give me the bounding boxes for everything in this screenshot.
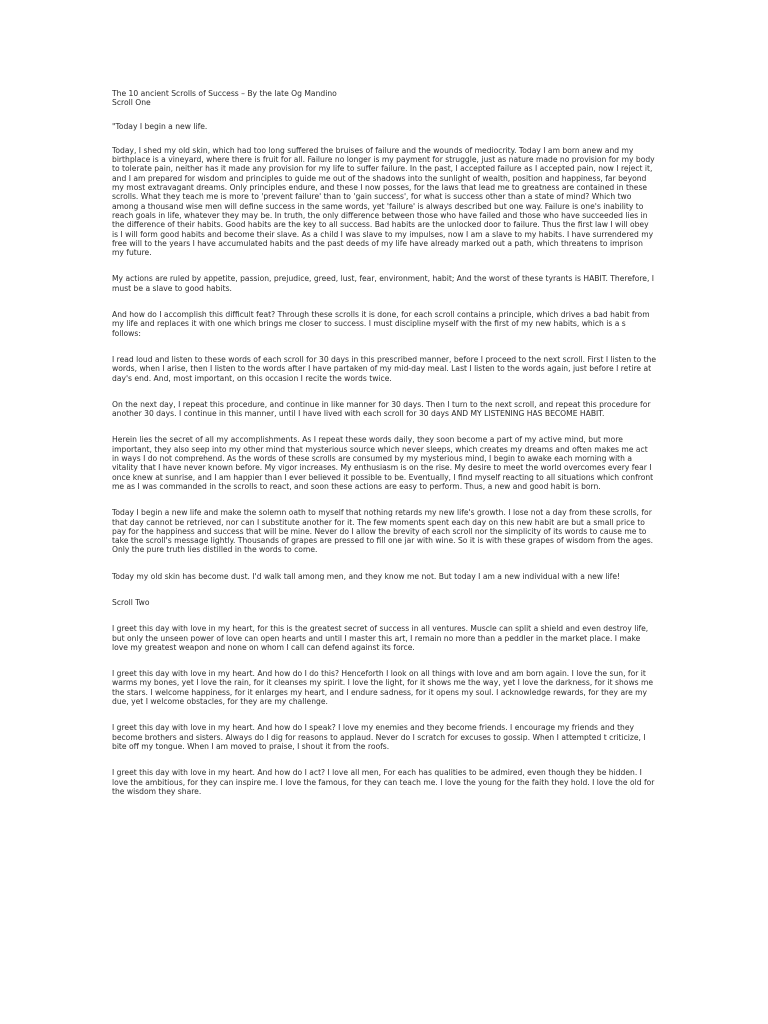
scroll-one-heading: Scroll One <box>112 98 151 108</box>
paragraph: I greet this day with love in my heart. And how do I speak? I love my enemies and they become friends. I encourage my friends and they become brothers and sisters. Always do I dig for reasons to applaud. Never do I scratch for excuses to gossip. When I attempted t criticize, I bite off my tongue. When I am moved to praise, I shout it from the roofs. <box>112 723 646 751</box>
paragraph: On the next day, I repeat this procedure, and continue in like manner for 30 days. Then I turn to the next scroll, and repeat this procedure for another 30 days. I continue in this manner, until I have lived with each scroll for 30 days AND MY LISTENING HAS BECOME HABIT. <box>112 399 651 419</box>
paragraph: I read loud and listen to these words of each scroll for 30 days in this prescribed manner, before I proceed to the next scroll. First I listen to the words, when I arise, then I listen to the words after I have partaken of my mid-day meal. Last I listen to the words again, just before I retire at day's end. And, most important, on this occasion I recite the words twice. <box>112 354 657 383</box>
paragraph: Herein lies the secret of all my accomplishments. As I repeat these words daily, they soon become a part of my active mind, but more important, they also seep into my other mind that mysterious source which never sleeps, which creates my dreams and often makes me act in ways I do not comprehend. As the words of these scrolls are consumed by my mysterious mind, I begin to awake each morning with a vitality that I have never known before. My vigor increases. My enthusiasm is on the rise. My desire to meet the world overcomes every fear I once knew at sunrise, and I am happier than I ever believed it possible to be. Eventually, I find myself reacting to all situations which confront me as I was commanded in the scrolls to react, and soon these actions are easy to perform. Thus, a new and good habit is born. <box>112 435 654 491</box>
scroll-two-heading: Scroll Two <box>112 597 150 607</box>
paragraph: Today, I shed my old skin, which had too long suffered the bruises of failure and the wounds of mediocrity. Today I am born anew and my birthplace is a vineyard, where there is fruit for all. Failure no longer is my payment for struggle, just as nature made no provision for my body to tolerate pain, neither has it made any provision for my life to suffer failure. In the past, I accepted failure as I accepted pain, now I reject it, and I am prepared for wisdom and principles to guide me out of the shadows into the sunlight of wealth, position and happiness, far beyond my most extravagant dreams. Only principles endure, and these I now posses, for the laws that lead me to greatness are contained in these scrolls. What they teach me is more to 'prevent failure' than to 'gain success', for what is success other than a state of mind? Which two among a thousand wise men will define success in the same words, yet 'failure' is always described but one way. Failure is one's inability to reach goals in life, whatever they may be. In truth, the only difference between those who have failed and those who have succeeded lies in the difference of their habits. Good habits are the key to all success. Bad habits are the unlocked door to failure. Thus the first law I will obey is I will form good habits and become their slave. As a child I was slave to my impulses, now I am a slave to my habits. I have surrendered my free will to the years I have accumulated habits and the past deeds of my life have already marked out a path, which threatens to imprison my future. <box>112 145 655 258</box>
paragraph: I greet this day with love in my heart, for this is the greatest secret of success in all ventures. Muscle can split a shield and even destroy life, but only the unseen power of love can open hearts and until I master this art, I remain no more than a peddler in the market place. I make love my greatest weapon and none on whom I call can defend against its force. <box>112 624 649 652</box>
paragraph: I greet this day with love in my heart. And how do I act? I love all men, For each has qualities to be admired, even though they be hidden. I love the ambitious, for they can inspire me. I love the famous, for they can teach me. I love the young for the faith they hold. I love the old for the wisdom they share. <box>112 768 655 796</box>
document-page <box>112 89 657 813</box>
heading-block <box>112 89 657 108</box>
paragraph: Today my old skin has become dust. I'd walk tall among men, and they know me not. But today I am a new individual with a new life! <box>112 571 621 581</box>
paragraph: And how do I accomplish this difficult feat? Through these scrolls it is done, for each scroll contains a principle, which drives a bad habit from my life and replaces it with one which brings me closer to success. I must discipline myself with the first of my new habits, which is a s follows: <box>112 310 650 338</box>
paragraph: Today I begin a new life and make the solemn oath to myself that nothing retards my new life's growth. I lose not a day from these scrolls, for that day cannot be retrieved, nor can I substitute another for it. The few moments spent each day on this new habit are but a small price to pay for the happiness and success that will be mine. Never do I allow the brevity of each scroll nor the simplicity of its words to cause me to take the scroll's message lightly. Thousands of grapes are pressed to fill one jar with wine. So it is with these grapes of wisdom from the ages. Only the pure truth lies distilled in the words to come. <box>112 508 654 555</box>
paragraph: My actions are ruled by appetite, passion, prejudice, greed, lust, fear, environment, habit; And the worst of these tyrants is HABIT. Therefore, I must be a slave to good habits. <box>112 274 655 293</box>
document-title: The 10 ancient Scrolls of Success – By the late Og Mandino <box>112 89 337 98</box>
paragraph: "Today I begin a new life. <box>112 121 208 131</box>
paragraph: I greet this day with love in my heart. And how do I do this? Henceforth I look on all things with love and am born again. I love the sun, for it warms my bones, yet I love the rain, for it cleanses my spirit. I love the light, for it shows me the way, yet I love the darkness, for it shows me the stars. I welcome happiness, for it enlarges my heart, and I endure sadness, for it opens my soul. I acknowledge rewards, for they are my due, yet I welcome obstacles, for they are my challenge. <box>112 669 654 707</box>
